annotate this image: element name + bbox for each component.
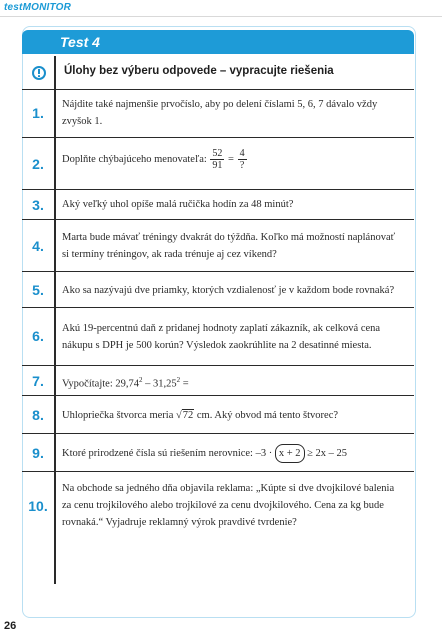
question-text-after: cm. Aký obvod má tento štvorec?	[194, 410, 339, 421]
question-row-5	[22, 272, 414, 308]
parenthesized-expression: x + 2	[275, 444, 305, 463]
question-row-2	[22, 138, 414, 190]
question-text-after: =	[180, 378, 189, 390]
question-text: Aký veľký uhol opíše malá ručička hodín za 48 minút?	[62, 199, 294, 210]
question-number: 1.	[32, 105, 44, 121]
question-row-7	[22, 366, 414, 396]
question-row-6	[22, 308, 414, 366]
exponent: 2	[176, 376, 181, 384]
section-title: Úlohy bez výberu odpovede – vypracujte riešenia	[64, 65, 334, 77]
fraction-left-denominator: 91	[212, 160, 223, 171]
question-text	[62, 444, 402, 463]
question-text	[62, 148, 402, 171]
question-row-1	[22, 90, 414, 138]
question-number: 4.	[32, 238, 44, 254]
fraction-left	[210, 148, 224, 171]
test-title: Test 4	[60, 34, 100, 50]
question-text-before: Doplňte chýbajúceho menovateľa:	[62, 153, 207, 165]
question-number: 6.	[32, 328, 44, 344]
question-row-9	[22, 434, 414, 472]
radicand: 72	[182, 410, 194, 421]
top-divider	[0, 16, 442, 17]
test-title-bar	[22, 30, 414, 54]
info-circle-icon	[32, 66, 46, 80]
fraction-right-numerator: 4	[239, 148, 245, 159]
fraction-right-denominator: ?	[239, 160, 245, 171]
section-header	[22, 56, 414, 90]
square-root: √72	[176, 410, 194, 421]
page-number: 26	[4, 620, 17, 632]
question-number: 10.	[28, 498, 48, 514]
question-number: 5.	[32, 282, 44, 298]
equals-sign: =	[228, 153, 234, 165]
question-number: 8.	[32, 407, 44, 423]
question-text-before: Vypočítajte: 29,74	[62, 378, 139, 390]
question-row-8	[22, 396, 414, 434]
question-row-10	[22, 472, 414, 542]
question-number: 7.	[32, 373, 44, 389]
question-text: Nájdite také najmenšie prvočíslo, aby po delení číslami 5, 6, 7 dávalo vždy zvyšok 1.	[62, 99, 378, 127]
question-text	[62, 372, 402, 393]
question-row-3	[22, 190, 414, 220]
exponent: 2	[139, 376, 143, 384]
question-number: 3.	[32, 197, 44, 213]
question-text: Na obchode sa jedného dňa objavila reklama: „Kúpte si dve dvojkilové balenia za cenu trojkilového alebo trojkilové za cenu dvojkilového. Cena za kg bude rovnaká.“ Vyjadruje reklamný výrok pravdivé tvrdenie?	[62, 483, 395, 528]
question-text-before: Ktoré prirodzené čísla sú riešením nerovnice: –3 ·	[62, 448, 275, 459]
question-text	[62, 407, 402, 424]
question-number: 9.	[32, 445, 44, 461]
question-text-mid: – 31,25	[142, 378, 177, 390]
question-row-4	[22, 220, 414, 272]
question-text: Marta bude mávať tréningy dvakrát do týždňa. Koľko má možností naplánovať si termíny tréningov, ak rada trénuje aj cez víkend?	[62, 232, 396, 260]
question-number: 2.	[32, 156, 44, 172]
fraction-left-numerator: 52	[212, 148, 223, 159]
question-text-before: Uhlopriečka štvorca meria	[62, 410, 176, 421]
question-text: Ako sa nazývajú dve priamky, ktorých vzdialenosť je v každom bode rovnaká?	[62, 285, 395, 296]
fraction-right	[238, 148, 247, 171]
brand-logo: testMONITOR	[4, 2, 72, 13]
question-text: Akú 19-percentnú daň z pridanej hodnoty zaplatí zákazník, ak celková cena nákupu s DPH je 500 korún? Výsledok zaokrúhlite na 2 desatinné miesta.	[62, 323, 381, 351]
question-text-after: ≥ 2x – 25	[304, 448, 348, 459]
